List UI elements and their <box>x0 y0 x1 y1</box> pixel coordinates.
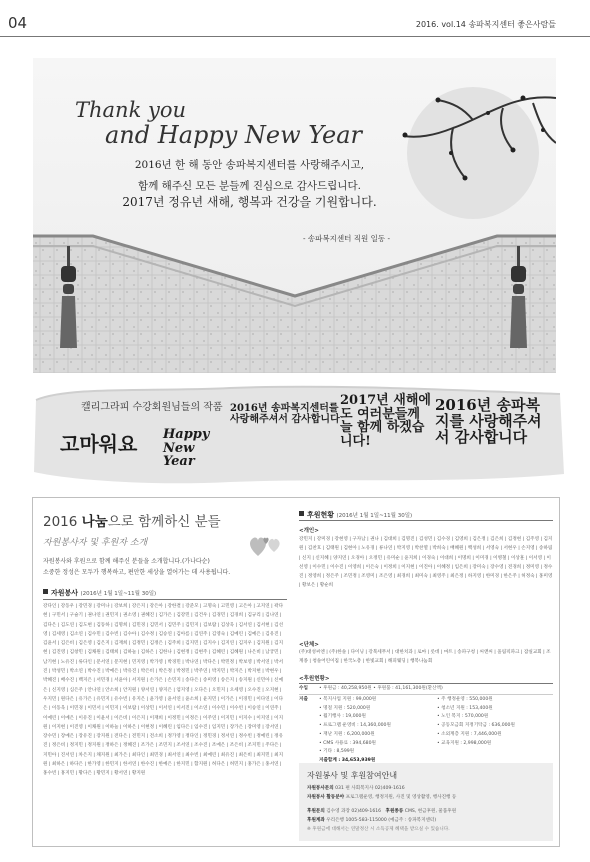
page-number: 04 <box>8 14 28 32</box>
calligraphy-work-2: Happy New Year <box>163 427 210 470</box>
panel-title-year: 2016 <box>43 514 82 530</box>
info-donation-contact: 후원문의 김수영 과장 02)409-1616 후원종류 CMS, 현금후원, 물품후원 <box>307 809 457 814</box>
expense-list-left <box>319 696 437 757</box>
expense-right-item: • 소외계층 지원 : 7,446,000원 <box>437 731 502 737</box>
greeting-signature: - 송파복지센터 직원 일동 - <box>303 234 391 243</box>
receipts-rule <box>299 694 553 695</box>
panel-description <box>43 556 230 578</box>
expense-left-item: • 월기행사 : 19,000원 <box>319 714 366 720</box>
description-line-1: 자원봉사와 후원으로 함께 해주신 분들을 소개합니다.(가나다순) <box>43 558 210 565</box>
info-bank-account: 후원계좌 우리은행 1005-583-115000 (예금주 : 송파복지센터) <box>307 818 437 823</box>
calligraphy-work-4: 2017년 새해에도 여러분들께 늘 함께 하겠습니다! <box>340 393 431 449</box>
volunteer-rule <box>43 599 287 600</box>
expense-left-item: • 프로그램 운영비 : 14,360,000원 <box>319 723 391 729</box>
info-tax-note: ※ 후원금에 대해서는 연말정산 시 소득공제 혜택을 받으실 수 있습니다. <box>307 827 450 832</box>
issue-info: 2016. vol.14 송파복지센터 좋은사람들 <box>415 20 556 29</box>
expense-left-item: • 기타 : 8,599원 <box>319 749 355 755</box>
sponsor-heading: 후원현황 (2016년 1월 1일~11월 30일) <box>299 510 412 520</box>
panel-title-bold: 나눔 <box>81 514 108 530</box>
participation-info-box <box>299 763 553 841</box>
happy-new-year-title: and Happy New Year <box>105 121 363 149</box>
status-rule <box>299 683 553 684</box>
receipts-label: 수입 <box>299 686 308 691</box>
thank-you-title: Thank you <box>75 98 187 122</box>
greeting-line-3: 2017년 정유년 새해, 행복과 건강을 기원합니다. <box>122 195 377 209</box>
header-divider <box>0 36 590 37</box>
sponsor-rule <box>299 520 553 521</box>
expense-list-right <box>437 696 553 748</box>
volunteer-period: (2016년 1월 1일~11월 30일) <box>80 591 157 597</box>
volunteer-heading: 자원봉사 (2016년 1월 1일~11월 30일) <box>43 588 156 598</box>
expense-label: 지출 <box>299 697 308 702</box>
expense-left-item: • CMS 사용료 : 394,680원 <box>319 740 376 746</box>
description-line-2: 소중한 정성은 모두가 행복하고, 편안한 세상을 열어가는 데 사용됩니다. <box>43 569 231 576</box>
expense-right-item: • 노인 복지 : 570,000원 <box>437 714 489 720</box>
volunteer-names: 강다인 | 강동우 | 강민경 | 강미나 | 강보희 | 강은지 | 강은아 | 강한결 | 강준모 | 고명숙 | 고민영 | 고은아 | 고지연 | 곽다현 | 구민서 | 구슬기 | 권나연 | 권민지 | 권소영 | 권혜진 | 김가은 | 김강민 | 김건우 | 김경민 | 김경희 | 김규리 | 김나연 | 김다은 | 김도연 | 김도현 | 김동하 | 김명희 | 김민경 | 김민서 | 김민주 | 김민지 | 김보람 | 김상욱 | 김서연 | 김서현 | 김선영 | 김세영 | 김소연 | 김수민 | 김수빈 | 김수아 | 김수정 | 김승연 | 김아름 | 김연주 | 김영숙 | 김예린 | 김예은 | 김유진 | 김윤서 | 김은비 | 김은영 | 김은지 | 김재희 | 김정민 | 김정은 | 김주희 | 김지민 | 김지수 | 김지연 | 김지우 | 김지원 | 김지현 | 김진영 | 김창민 | 김채원 | 김태희 | 김하늘 | 김하은 | 김한나 | 김현정 | 김현주 | 김혜린 | 김혜원 | 나은비 | 남궁민 | 남기현 | 노유진 | 류다인 | 문서연 | 문지현 | 민지영 | 박가영 | 박경민 | 박나연 | 박다은 | 박민정 | 박보영 | 박서연 | 박서진 | 박성민 | 박소연 | 박수진 | 박예은 | 박유진 | 박은비 | 박은정 | 박정민 | 박주연 | 박지민 | 박지은 | 박지현 | 박현우 | 박혜진 | 배수진 | 백지은 | 서민경 | 서윤아 | 서지원 | 손가은 | 손민지 | 송다은 | 송미영 | 송은지 | 송지원 | 신민아 | 신예은 | 신지영 | 심은주 | 안나연 | 안소희 | 안지원 | 양서연 | 양지은 | 엄지영 | 오다은 | 오민지 | 오세영 | 오수진 | 오지현 | 우지민 | 원다은 | 유가은 | 유민지 | 유수빈 | 유지은 | 윤가영 | 윤서연 | 윤소희 | 윤지민 | 이가은 | 이경민 | 이다연 | 이다은 | 이동욱 | 이민경 | 이민서 | 이민지 | 이보람 | 이상민 | 이서연 | 이서진 | 이소연 | 이수민 | 이수빈 | 이승연 | 이연주 | 이예린 | 이예은 | 이유진 | 이윤서 | 이은비 | 이은지 | 이재희 | 이정민 | 이정은 | 이주연 | 이지민 | 이지수 | 이지연 | 이지원 | 이지현 | 이진영 | 이채원 | 이하늘 | 이하은 | 이현정 | 이혜린 | 임다은 | 임수진 | 임지민 | 장가은 | 장미영 | 장서연 | 장수민 | 장예은 | 장유진 | 장지원 | 전다은 | 전민지 | 전소희 | 정가영 | 정다인 | 정민경 | 정서연 | 정수빈 | 정예린 | 정유진 | 정은비 | 정지민 | 정지원 | 정하은 | 정혜진 | 조가은 | 조민지 | 조서연 | 조수진 | 조예은 | 조은비 | 조지민 | 주다은 | 지민아 | 진서연 | 차은지 | 채지원 | 최가은 | 최다인 | 최민경 | 최서연 | 최수빈 | 최예린 | 최유진 | 최은비 | 최지민 | 최지원 | 최하은 | 하다은 | 한가영 | 한민지 | 한서연 | 한수진 | 한예은 | 한지민 | 함지원 | 허다은 | 허민지 | 홍가은 | 홍서연 | 홍수빈 | 홍지민 | 황다은 | 황민지 | 황서연 | 황지원 <box>43 604 284 777</box>
expense-left-item: • 재난 지원 : 6,200,000원 <box>319 731 375 737</box>
sponsor-period: (2016년 1월 1일~11월 30일) <box>336 513 413 519</box>
hearts-icon <box>248 534 284 558</box>
calligraphy-work-3: 2016년 송파복지센터를 사랑해주셔서 감사합니다 <box>230 403 340 425</box>
panel-title-rest: 으로 함께하신 분들 <box>107 514 221 530</box>
individual-sponsor-names: 강민지 | 강미경 | 강현영 | 구자남 | 권나 | 김대희 | 김명진 | 김성민 | 김수경 | 김영희 | 김은정 | 김은희 | 김정현 | 김주영 | 김지원 | 김찬호 | 김태원 | 김현아 | 노유경 | 류나연 | 박지영 | 박찬열 | 박희숙 | 배혜원 | 백성희 | 서영숙 | 서현우 | 손지영 | 송하림 | 신지 | 신지혜 | 양지연 | 오경아 | 오정민 | 유미순 | 윤지희 | 이경숙 | 이대희 | 이명희 | 이미경 | 이병철 | 이상훈 | 이서영 | 이선영 | 이수민 | 이수진 | 이영희 | 이은숙 | 이정희 | 이지현 | 이진아 | 이혜정 | 임은희 | 장미숙 | 장수영 | 전경희 | 정미영 | 정수진 | 정영희 | 정은주 | 조민정 | 조영미 | 조은영 | 최경희 | 최미숙 | 최영주 | 최은정 | 하지영 | 한미경 | 한은주 | 허정숙 | 홍미영 | 황보은 | 황순희 <box>299 537 553 589</box>
page-header <box>0 0 590 44</box>
info-volunteer-contact: 자원봉사문의 031 편 사회복지사 02)409-1616 <box>307 786 405 791</box>
organization-sponsor-names: (주)대성씨엔 | (주)한솔 | 다이닝 | 강북세무서 | 대한치과 | 로마 | 롯데 | 마트 | 송파구청 | 씨앤씨 | 올림픽파크 | 잠실교회 | 조계종 | 청솔어린이집 | 한국노총 | 한빛교회 | 해피웨딩 | 행복나눔회 <box>299 650 551 665</box>
calligraphy-work-1: 고마워요 <box>60 432 138 456</box>
status-heading: <후원현황> <box>299 676 330 682</box>
calligraphy-work-5: 2016년 송파복지를 사랑해주셔서 감사합니다 <box>435 396 542 446</box>
expense-right-item: • 교육지원 : 2,998,000원 <box>437 740 492 746</box>
calligraphy-band <box>30 382 567 488</box>
info-volunteer-areas: 자원봉사 활동분야 프로그램운영, 행정지원, 사진 및 영상촬영, 행사진행 등 <box>307 795 457 800</box>
calligraphy-title: 캘리그라피 수강회원님들의 작품 <box>81 402 223 413</box>
organization-heading: <단체> <box>299 642 319 648</box>
expense-right-item: • 주 행정운영 : 550,000원 <box>437 697 493 702</box>
expense-right-item: • 공동모금회 지정기탁금 : 636,000원 <box>437 723 515 729</box>
info-heading: 자원봉사 및 후원참여안내 <box>307 771 398 780</box>
panel-subtitle: 자원봉사자 및 후원자 소개 <box>43 538 148 548</box>
greeting-card <box>33 58 556 373</box>
expense-total: 지출합계 : 34,653,939원 <box>319 758 376 763</box>
individual-heading: <개인> <box>299 528 319 534</box>
panel-title <box>43 510 221 530</box>
donors-panel <box>32 497 560 847</box>
expense-right-item: • 청소년 지원 : 153,400원 <box>437 705 493 711</box>
expense-left-item: • 명절 지원 : 520,000원 <box>319 705 371 711</box>
expense-left-item: • 복지사업 지원 : 99,000원 <box>319 697 377 702</box>
greeting-line-1: 2016년 한 해 동안 송파복지센터를 사랑해주시고, <box>134 159 365 171</box>
greeting-line-2: 함께 해주신 모든 분들께 진심으로 감사드립니다. <box>138 180 361 192</box>
receipts-value: • 후원금 : 40,258,950원 • 후원품 : 41,161,300원(환산액) <box>319 686 443 691</box>
